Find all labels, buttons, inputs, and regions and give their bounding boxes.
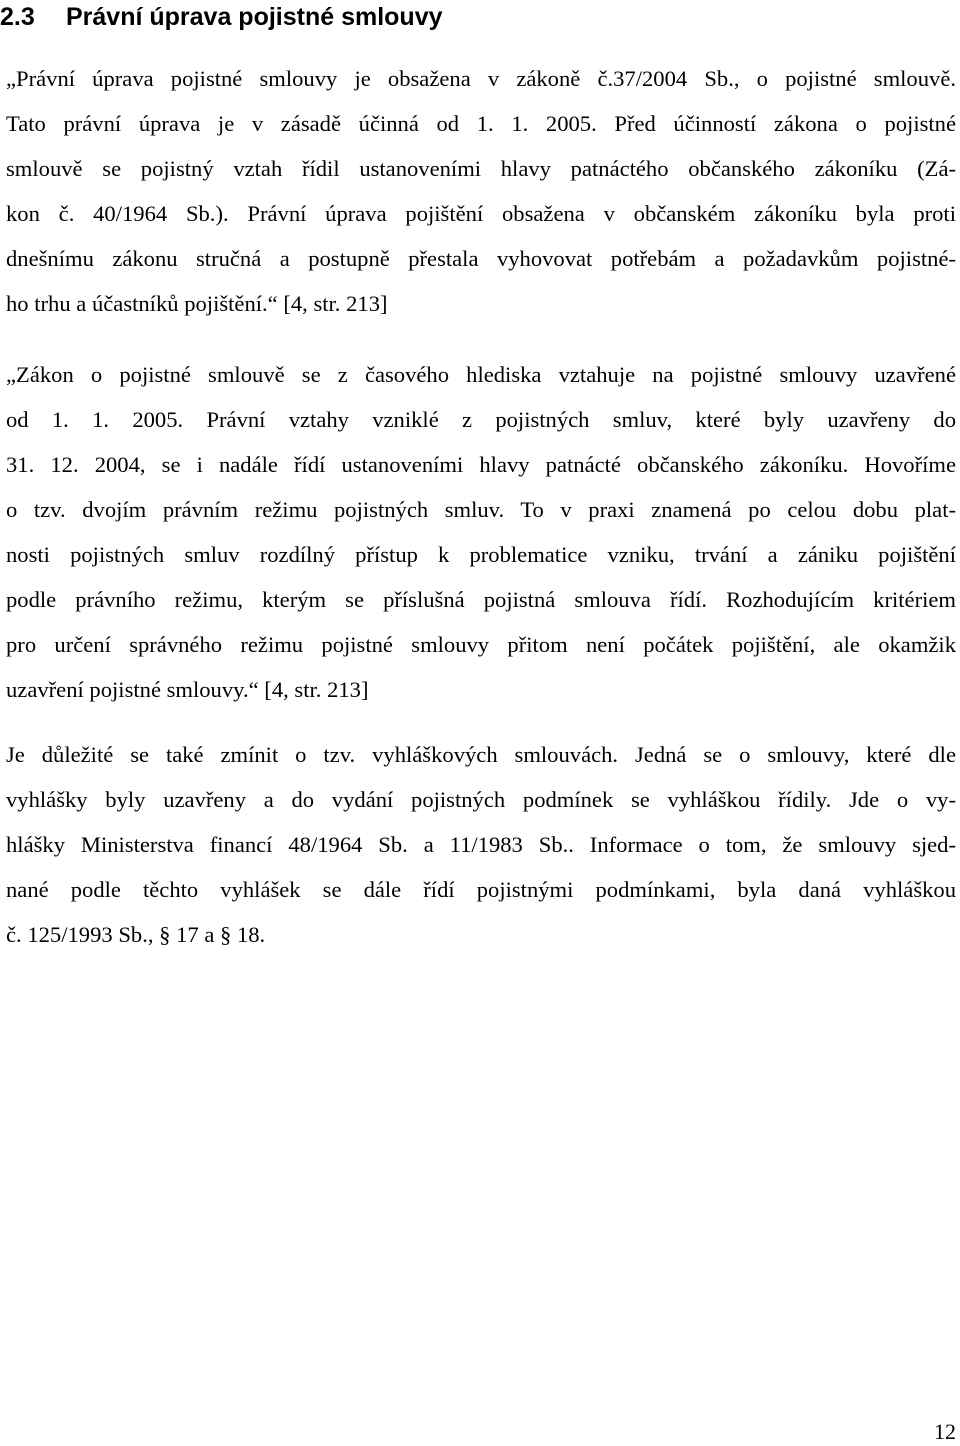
text-line: podle právního režimu, kterým se příslušná pojistná smlouva řídí. Rozhodujícím kritériem [6, 587, 956, 612]
text-line: ho trhu a účastníků pojištění.“ [4, str. 213] [6, 291, 388, 316]
text-line: od 1. 1. 2005. Právní vztahy vzniklé z pojistných smluv, které byly uzavřeny do [6, 407, 956, 432]
section-title: Právní úprava pojistné smlouvy [66, 3, 443, 31]
section-heading [0, 0, 443, 34]
text-line: „Právní úprava pojistné smlouvy je obsažena v zákoně č.37/2004 Sb., o pojistné smlouvě. [6, 66, 956, 91]
text-line: kon č. 40/1964 Sb.). Právní úprava pojištění obsažena v občanském zákoníku byla proti [6, 201, 956, 226]
section-number: 2.3 [0, 3, 35, 31]
text-line: nané podle těchto vyhlášek se dále řídí pojistnými podmínkami, byla daná vyhláškou [6, 877, 956, 902]
page-number: 12 [934, 1419, 956, 1444]
text-line: 31. 12. 2004, se i nadále řídí ustanoveními hlavy patnácté občanského zákoníku. Hovoříme [6, 452, 956, 477]
text-line: vyhlášky byly uzavřeny a do vydání pojistných podmínek se vyhláškou řídily. Jde o vy- [6, 787, 956, 812]
text-line: smlouvě se pojistný vztah řídil ustanoveními hlavy patnáctého občanského zákoníku (Zá- [6, 156, 956, 181]
text-line: „Zákon o pojistné smlouvě se z časového hlediska vztahuje na pojistné smlouvy uzavřené [6, 362, 956, 387]
text-line: o tzv. dvojím právním režimu pojistných smluv. To v praxi znamená po celou dobu plat- [6, 497, 956, 522]
text-line: uzavření pojistné smlouvy.“ [4, str. 213] [6, 677, 369, 702]
text-line: hlášky Ministerstva financí 48/1964 Sb. a 11/1983 Sb.. Informace o tom, že smlouvy sjed- [6, 832, 956, 857]
text-line: č. 125/1993 Sb., § 17 a § 18. [6, 922, 266, 947]
text-line: Tato právní úprava je v zásadě účinná od 1. 1. 2005. Před účinností zákona o pojistné [6, 111, 956, 136]
text-line: Je důležité se také zmínit o tzv. vyhláškových smlouvách. Jedná se o smlouvy, které dle [6, 742, 956, 767]
text-line: nosti pojistných smluv rozdílný přístup k problematice vzniku, trvání a zániku pojištění [6, 542, 956, 567]
text-line: dnešnímu zákonu stručná a postupně přestala vyhovovat potřebám a požadavkům pojistné- [6, 246, 956, 271]
text-line: pro určení správného režimu pojistné smlouvy přitom není počátek pojištění, ale okamžik [6, 632, 956, 657]
